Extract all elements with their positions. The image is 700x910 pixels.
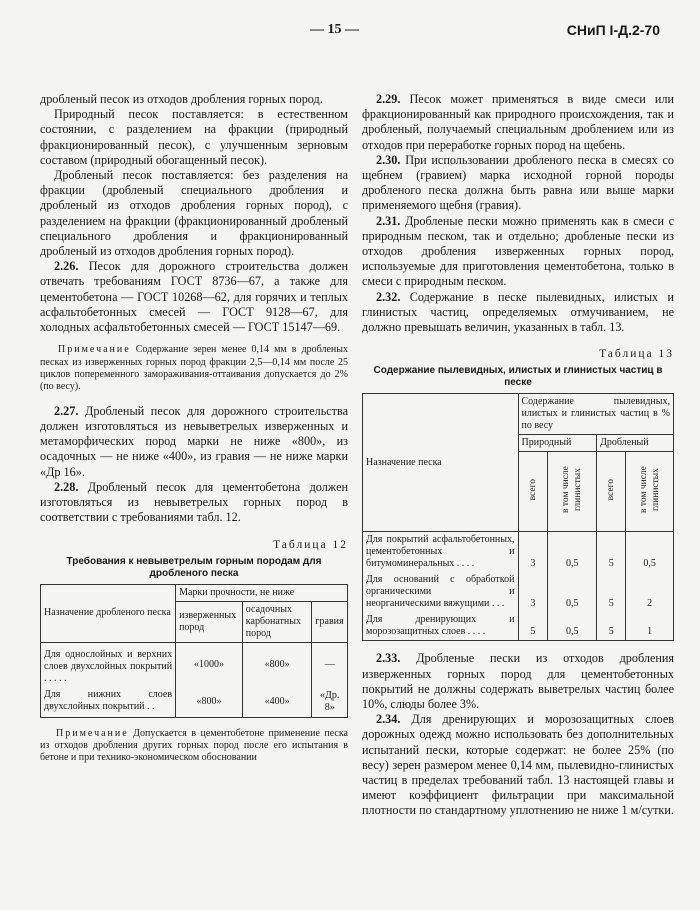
table-cell: «800»	[176, 687, 243, 718]
clause-number: 2.33.	[376, 651, 401, 666]
table-header: гравия	[312, 601, 348, 642]
clause-text: При использовании дробленого песка в смесях со щебнем (гравием) марка исходной горной породы дробленого песка должна быть равна или выше марки применяемого щебня (гравия).	[362, 152, 675, 213]
document-code: СНиП I-Д.2-70	[566, 22, 660, 38]
table-cell: 5	[597, 532, 626, 573]
table-cell: 0,5	[626, 532, 674, 573]
table-cell: «1000»	[176, 642, 243, 687]
clause-text: Песок может применяться в виде смеси или фракционированный как природного происхождения, так и дробленый, получаемый специальным дроблением или из отходов при переработке горных пород на щебень.	[362, 92, 675, 152]
table-cell: 5	[597, 572, 626, 612]
clause-number: 2.30.	[376, 152, 401, 167]
paragraph-2-29	[362, 92, 674, 153]
clause-text: Дробленые пески из отходов дробления изверженных горных пород для цементобетонных покрытий не должны содержать выветрелых частиц более 10%, слюды более 3%.	[362, 651, 675, 712]
vertical-label: всего	[527, 479, 538, 501]
clause-text: Содержание в песке пылевидных, илистых и глинистых частиц, определяемых отмучиванием, не должно превышать величин, указанных в табл. 13.	[362, 289, 675, 335]
left-column	[40, 92, 348, 764]
table-cell: 5	[597, 612, 626, 641]
table-header: Марки прочности, не ниже	[176, 584, 348, 601]
table-header: осадочных карбонатных пород	[242, 601, 312, 642]
table-cell: 3	[518, 532, 548, 573]
clause-number: 2.34.	[376, 712, 401, 727]
table-header	[626, 452, 674, 532]
paragraph: Природный песок поставляется: в естественном состоянии, с разделением на фракции (природный фракционированный песок), с улучшенным зерновым составом (природный обогащенный песок).	[40, 107, 348, 167]
table-header	[548, 452, 597, 532]
table-row	[363, 612, 674, 641]
table-row	[41, 687, 348, 718]
paragraph: Дробленый песок поставляется: без разделения на фракции (дробленый специального дробления и дробленый из отходов дробления горных пород), с разделением на фракции (фракционированный дробленый специального дробления и фракционированный дробленый из отходов дробления горных пород).	[40, 168, 348, 259]
note-text: Содержание зерен менее 0,14 мм в дробленых песках из изверженных горных пород фракции 2,5—0,14 мм после 25 циклов попеременного замораживания-оттаивания допускается до 2% (по весу).	[40, 344, 349, 393]
table-header: Содержание пылевидных, илистых и глинистых частиц в % по весу	[518, 394, 674, 435]
note-text: Допускается в цементобетоне применение песка из отходов дробления других горных пород после его испытания в бетоне и при технико-экономическом обосновании	[40, 727, 348, 763]
note-title: Примечание	[58, 344, 131, 356]
paragraph-2-32	[362, 290, 674, 336]
table-cell: Для однослойных и верхних слоев двухслойных покрытий . . . . .	[41, 642, 176, 687]
paragraph-2-31	[362, 214, 674, 290]
table-cell: 0,5	[548, 532, 597, 573]
clause-number: 2.29.	[376, 92, 401, 106]
clause-text: Дробленый песок для цементобетона должен изготовляться из невыветрелых горных пород в соответствии с требованиями табл. 12.	[40, 479, 348, 525]
table-13	[362, 393, 674, 641]
note-title: Примечание	[56, 727, 129, 739]
table-cell: Для дренирующих и морозозащитных слоев . . . .	[363, 612, 519, 641]
vertical-label: в том числе глинистых	[638, 466, 661, 514]
note	[40, 344, 348, 394]
table-cell: «800»	[242, 642, 312, 687]
vertical-label: в том числе глинистых	[561, 466, 584, 514]
paragraph: дробленый песок из отходов дробления горных пород.	[40, 92, 323, 106]
paragraph-2-27	[40, 404, 348, 480]
clause-text: Для дренирующих и морозозащитных слоев дорожных одежд можно использовать без дополнительных испытаний пески, которые содержат: не более 25% (по весу) зерен размером менее 0,14 мм, пылевидно-глинистых частиц в пределах требований табл. 13 настоящей главы и имеют коэффициент фильтрации при максимальной плотности по стандартному уплотнению не ниже 1 м/сутки.	[362, 712, 674, 818]
clause-number: 2.28.	[54, 479, 79, 494]
clause-number: 2.26.	[54, 259, 79, 274]
clause-number: 2.32.	[376, 289, 401, 304]
clause-number: 2.27.	[54, 403, 79, 418]
table-cell: 3	[518, 572, 548, 612]
clause-text: Дробленый песок для дорожного строительства должен изготовляться из невыветрелых изверженных и метаморфических пород марки не ниже «800», из осадочных — не ниже «400», из гравия — не ниже марки «Др 16».	[40, 403, 349, 479]
table-cell: Для оснований с обработкой органическими и неорганическими вяжущими . . .	[363, 572, 519, 612]
right-column	[362, 92, 674, 819]
paragraph-2-26	[40, 259, 348, 335]
table-12-caption: Таблица 12	[273, 538, 348, 551]
clause-number: 2.31.	[376, 213, 401, 228]
page-header	[45, 22, 660, 42]
table-header: Назначение песка	[363, 394, 519, 532]
table-12-note	[40, 728, 348, 764]
table-12-title: Требования к невыветрелым горным породам для дробленого песка	[66, 555, 322, 579]
paragraph-2-34	[362, 712, 674, 818]
clause-text: Песок для дорожного строительства должен отвечать требованиям ГОСТ 8736—67, а также для цементобетона — ГОСТ 10268—62, для горячих и теплых асфальтобетонных смесей — ГОСТ 9128—67, для холодных асфальтобетонных смесей — ГОСТ 15147—69.	[40, 259, 349, 335]
paragraph-2-33	[362, 651, 674, 712]
table-header: Природный	[518, 435, 597, 452]
table-cell: Для нижних слоев двухслойных покрытий . .	[41, 687, 176, 718]
table-cell: 5	[518, 612, 548, 641]
table-cell: «400»	[242, 687, 312, 718]
page-number: — 15 —	[310, 22, 359, 37]
table-13-title: Содержание пылевидных, илистых и глинистых частиц в песке	[373, 365, 663, 389]
vertical-label: всего	[606, 479, 617, 501]
table-cell: —	[312, 642, 348, 687]
table-cell: 1	[626, 612, 674, 641]
table-row	[363, 572, 674, 612]
clause-text: Дробленые пески можно применять как в смеси с природным песком, так и отдельно; дробленые пески из отходов дробления изверженных горных пород, используемые для приготовления цементобетона, только в смеси с природным песком.	[362, 213, 675, 289]
table-row	[363, 532, 674, 573]
table-row	[41, 642, 348, 687]
table-cell: 2	[626, 572, 674, 612]
table-header: изверженных пород	[176, 601, 243, 642]
table-cell: Для покрытий асфальтобетонных, цементобетонных и битумоминеральных . . . .	[363, 532, 519, 573]
table-13-caption: Таблица 13	[599, 348, 674, 361]
table-cell: «Др. 8»	[312, 687, 348, 718]
table-header: Дробленый	[597, 435, 674, 452]
table-header: Назначение дробленого песка	[41, 584, 176, 642]
paragraph-2-28	[40, 480, 348, 526]
table-header	[597, 452, 626, 532]
table-header	[518, 452, 548, 532]
paragraph-2-30	[362, 153, 674, 214]
table-cell: 0,5	[548, 612, 597, 641]
table-12	[40, 584, 348, 718]
table-cell: 0,5	[548, 572, 597, 612]
